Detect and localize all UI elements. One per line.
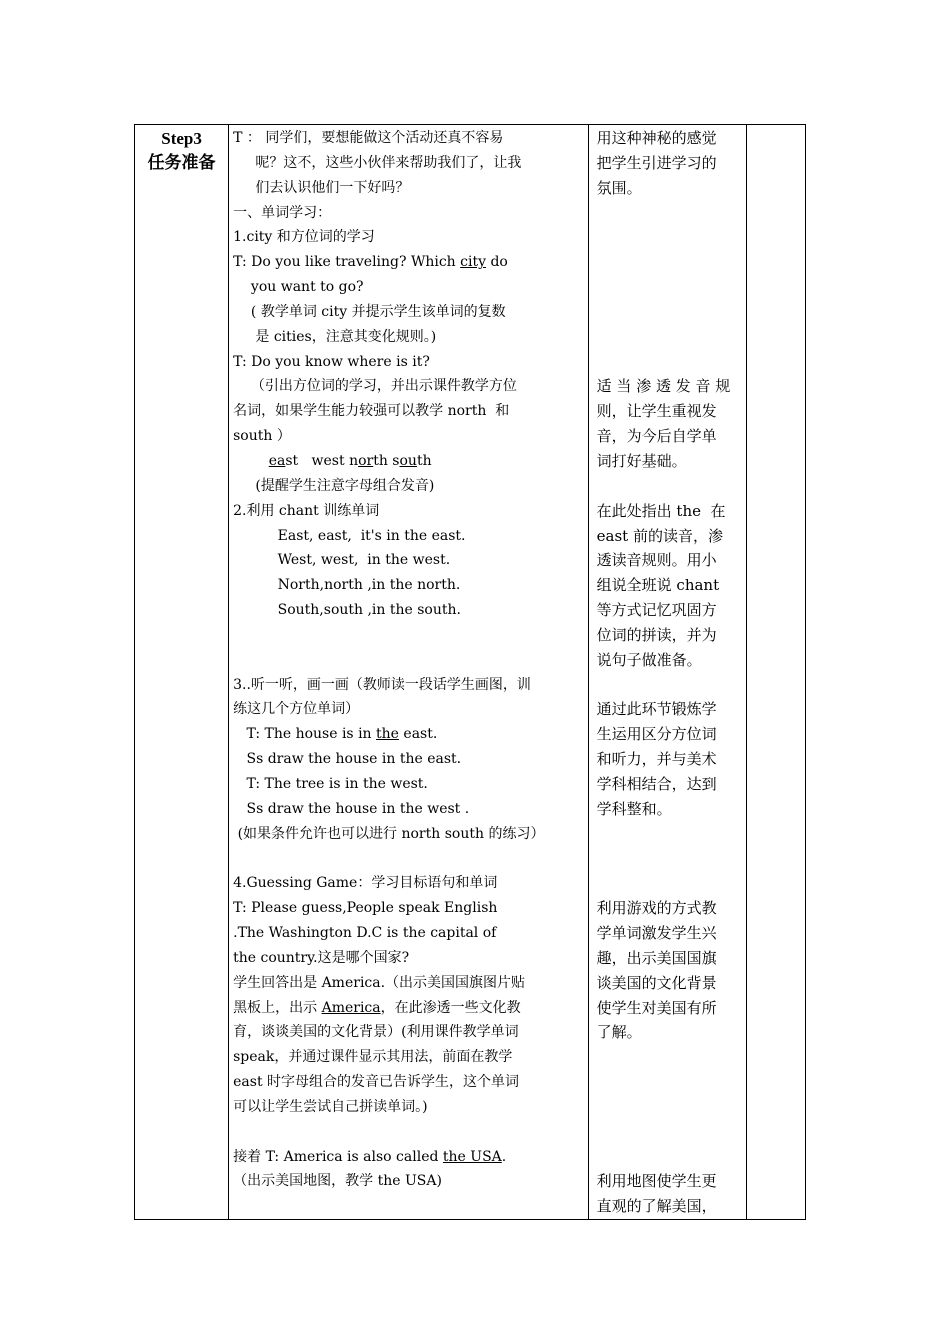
table-row — [135, 125, 806, 1220]
purpose-line: 透读音规则。用小 — [596, 551, 717, 570]
procedure-line: 育，谈谈美国的文化背景）(利用课件教学单词 — [233, 1024, 519, 1041]
purpose-line: 学科整和。 — [596, 799, 672, 818]
purpose-line: 用这种神秘的感觉 — [596, 129, 717, 147]
purpose-line — [597, 822, 746, 847]
procedure-line: East, east, it's in the east. — [233, 527, 466, 544]
procedure-line: 2.利用 chant 训练单词 — [233, 502, 380, 519]
purpose-line — [597, 201, 746, 226]
procedure-line: T: The tree is in the west. — [233, 775, 428, 792]
purpose-line: 学科相结合，达到 — [596, 774, 717, 793]
procedure-line: east west north south — [268, 452, 432, 469]
empty-cell — [746, 125, 805, 1220]
procedure-line: .The Washington D.C is the capital of — [233, 925, 497, 941]
procedure-line: you want to go? — [233, 279, 364, 296]
purpose-line — [597, 275, 746, 300]
procedure-line: ( 教学单词 city 并提示学生该单词的复数 — [233, 303, 506, 320]
procedure-line: T: Do you like traveling? Which city do — [233, 254, 508, 271]
procedure-cell — [229, 125, 589, 1220]
procedure-line: （引出方位词的学习，并出示课件教学方位 — [233, 378, 517, 395]
procedure-line: (提醒学生注意字母组合发音) — [233, 477, 435, 494]
procedure-line — [233, 1120, 588, 1145]
purpose-line: 了解。 — [596, 1023, 642, 1042]
purpose-line — [597, 846, 746, 871]
procedure-line: 练这几个方位单词） — [233, 701, 360, 718]
purpose-line — [597, 871, 746, 896]
procedure-line: T ： 同学们，要想能做这个活动还真不容易 — [233, 130, 504, 146]
purpose-line — [597, 325, 746, 350]
purpose-line: 把学生引进学习的 — [596, 153, 717, 172]
purpose-line: 趣，出示美国国旗 — [596, 948, 717, 967]
procedure-line: T: Please guess,People speak English — [233, 900, 498, 917]
purpose-line: 和听力，并与美术 — [596, 750, 717, 769]
purpose-line: 在此处指出 the 在 — [596, 501, 726, 520]
purpose-line: 等方式记忆巩固方 — [596, 601, 717, 620]
purpose-line: 氛围。 — [596, 178, 642, 197]
procedure-line: 4.Guessing Game：学习目标语句和单词 — [233, 875, 498, 892]
purpose-line: 利用地图使学生更 — [596, 1172, 717, 1191]
procedure-line: 接着 T: America is also called the USA. — [233, 1148, 507, 1165]
purpose-line: 音，为今后自学单 — [596, 427, 717, 446]
procedure-line — [233, 648, 588, 673]
procedure-line — [233, 623, 588, 648]
purpose-line — [597, 350, 746, 375]
purpose-line — [597, 300, 746, 325]
procedure-line: West, west, in the west. — [233, 552, 451, 569]
procedure-line: south ） — [233, 428, 291, 445]
purpose-line — [597, 250, 746, 275]
purpose-line — [597, 1070, 746, 1095]
purpose-line: 学单词激发学生兴 — [596, 924, 717, 942]
procedure-line: the country.这是哪个国家? — [233, 949, 410, 966]
procedure-line: 们去认识他们一下好吗？ — [233, 179, 410, 196]
purpose-line — [597, 225, 746, 250]
procedure-text — [229, 125, 588, 1194]
purpose-line: 直观的了解美国， — [596, 1197, 717, 1216]
procedure-line: east 时字母组合的发音已告诉学生，这个单词 — [233, 1074, 520, 1091]
procedure-line: speak，并通过课件显示其用法，前面在教学 — [233, 1049, 513, 1066]
step-cell — [135, 125, 229, 1220]
purpose-line — [597, 1145, 746, 1170]
purpose-line — [597, 474, 746, 499]
procedure-line: (如果条件允许也可以进行 north south 的练习） — [233, 825, 545, 842]
procedure-line: T: Do you know where is it? — [233, 353, 430, 370]
purpose-line — [597, 1095, 746, 1120]
procedure-line: North,north ,in the north. — [233, 577, 461, 594]
purpose-line: 位词的拼读，并为 — [596, 625, 717, 644]
purpose-line — [597, 1045, 746, 1070]
step-title: Step3 — [161, 129, 202, 148]
purpose-cell — [588, 125, 746, 1220]
purpose-line: 词打好基础。 — [596, 451, 687, 470]
purpose-line: 说句子做准备。 — [596, 650, 702, 669]
procedure-line: （出示美国地图，教学 the USA) — [233, 1173, 442, 1190]
procedure-line: T: The house is in the east. — [233, 726, 438, 743]
procedure-line: Ss draw the house in the east. — [233, 751, 462, 768]
procedure-line: 是 cities，注意其变化规则。) — [233, 328, 437, 345]
purpose-line: 使学生对美国有所 — [596, 998, 717, 1017]
purpose-line: 利用游戏的方式教 — [596, 899, 717, 918]
purpose-line — [597, 673, 746, 698]
purpose-line: 适 当 渗 透 发 音 规 — [596, 377, 731, 396]
procedure-line: 名词，如果学生能力较强可以教学 north 和 — [233, 403, 510, 420]
procedure-line: 学生回答出是 America.（出示美国国旗图片贴 — [233, 974, 526, 991]
purpose-line: east 前的读音，渗 — [596, 526, 723, 545]
procedure-line: 呢？这不，这些小伙伴来帮助我们了，让我 — [233, 154, 522, 171]
purpose-line: 生运用区分方位词 — [596, 725, 717, 744]
purpose-text — [589, 125, 746, 1219]
lesson-plan-table — [134, 124, 806, 1220]
procedure-line: 黑板上，出示 America，在此渗透一些文化教 — [233, 999, 521, 1016]
procedure-line: South,south ,in the south. — [233, 602, 461, 619]
purpose-line: 谈美国的文化背景 — [596, 973, 717, 992]
procedure-line: 一、单词学习： — [233, 204, 332, 221]
procedure-line: 3..听一听，画一画（教师读一段话学生画图，训 — [233, 676, 531, 693]
procedure-line — [233, 846, 588, 871]
step-subtitle: 任务准备 — [147, 153, 216, 173]
purpose-line — [597, 1120, 746, 1145]
procedure-line: Ss draw the house in the west . — [233, 800, 470, 817]
procedure-line: 可以让学生尝试自己拼读单词。) — [233, 1098, 428, 1115]
procedure-line: 1.city 和方位词的学习 — [233, 229, 375, 246]
purpose-line: 则，让学生重视发 — [596, 402, 717, 421]
purpose-line: 组说全班说 chant — [596, 576, 720, 595]
purpose-line: 通过此环节锻炼学 — [596, 700, 717, 719]
